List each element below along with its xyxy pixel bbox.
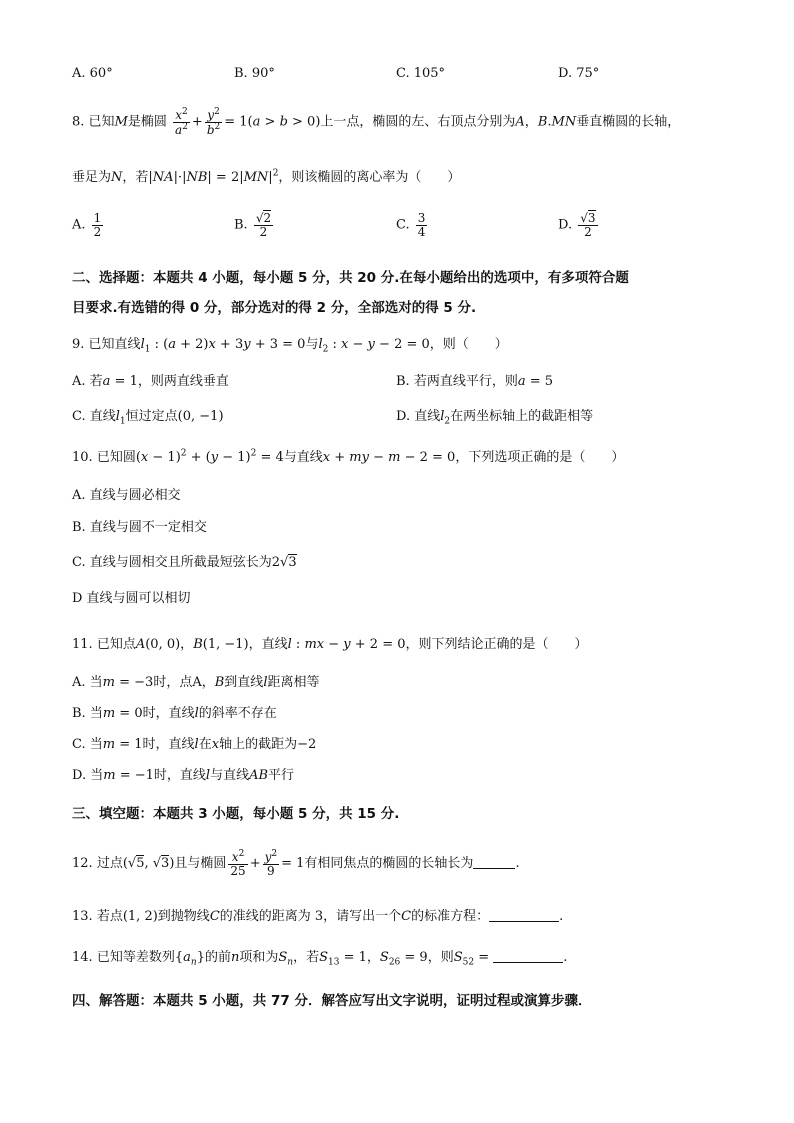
q13-text: 的标准方程： bbox=[411, 909, 490, 924]
q10-option-c: C. 直线与圆相交且所截最短弦长为2√3 bbox=[72, 555, 297, 570]
q9-option-b: B. 若两直线平行，则a = 5 bbox=[396, 374, 554, 389]
question-number: 11. bbox=[72, 637, 93, 652]
q11-option-c: C. 当m = 1时，直线l在x轴上的截距为−2 bbox=[72, 737, 317, 752]
section-2-heading-line-2: 目要求.有选错的得 0 分，部分选对的得 2 分，全部选对的得 5 分. bbox=[72, 300, 477, 316]
q13-stem: 13. 若点(1, 2)到抛物线C的准线的距离为 3，请写出一个C的标准方程： . bbox=[72, 909, 564, 924]
q10-option-b: B. 直线与圆不一定相交 bbox=[72, 520, 207, 535]
q8-text: 上一点，椭圆的左、右顶点分别为 bbox=[320, 114, 516, 130]
q9-text: 与 bbox=[305, 337, 319, 352]
q14-text: 已知等差数列 bbox=[96, 950, 175, 965]
q9-option-a: A. 若a = 1，则两直线垂直 bbox=[72, 374, 229, 389]
q9-stem: 9. 已知直线$l_1$ : (a + 2)x + 3y + 3 = 0与$l_2$ : x − y − 2 = 0，则（ ） bbox=[72, 337, 508, 355]
q11-text: 已知点 bbox=[96, 637, 136, 652]
q14-text: ， bbox=[366, 950, 380, 965]
q14-text: ，若 bbox=[293, 950, 320, 965]
q13-text: 若点 bbox=[96, 909, 123, 924]
q8-text: ，若 bbox=[122, 170, 149, 185]
q10-option-d: D 直线与圆可以相切 bbox=[72, 591, 191, 606]
q12-stem: 12. 过点(√5, √3)且与椭圆 $\frac{x^2}{25}$ + $\frac{y^2}{9}$ = 1有相同焦点的椭圆的长轴长为 . bbox=[72, 849, 520, 878]
q11-option-b: B. 当m = 0时，直线l的斜率不存在 bbox=[72, 706, 277, 721]
q14-text: 的前 bbox=[204, 950, 231, 965]
q13-text: 到抛物线 bbox=[157, 909, 210, 924]
q10-text: 已知圆 bbox=[96, 450, 136, 465]
q10-text: ，下列选项正确的是（ ） bbox=[455, 450, 625, 465]
q8-text: 垂足为 bbox=[72, 170, 112, 185]
q8-text: 已知 bbox=[88, 114, 115, 130]
q8-line-2: 垂足为N，若$|NA|\cdot|NB| = 2|MN|^2$，则该椭圆的离心率为（ ） bbox=[72, 168, 461, 185]
q8-text: ，则该椭圆的离心率为（ ） bbox=[278, 170, 461, 185]
answer-blank[interactable] bbox=[489, 921, 559, 922]
answer-blank[interactable] bbox=[473, 868, 515, 869]
q13-text: 的准线的距离为 3，请写出一个 bbox=[219, 909, 402, 924]
q11-option-a: A. 当m = −3时，点A，B到直线l距离相等 bbox=[72, 675, 320, 690]
question-number: 8. bbox=[72, 114, 85, 130]
q8-text: 是椭圆 bbox=[127, 114, 167, 130]
q9-text: ，则（ ） bbox=[429, 337, 508, 352]
q8-line-1: 8. 已知M是椭圆 $\frac{x^2}{a^2}$ + $\frac{y^2}{b^2}$ = 1(a > b > 0)上一点，椭圆的左、右顶点分别为A，B.MN垂直椭圆的长轴， bbox=[72, 107, 681, 137]
q12-text: 且与椭圆 bbox=[174, 856, 227, 872]
question-number: 13. bbox=[72, 909, 93, 924]
q7-options bbox=[72, 66, 732, 86]
q7-option-b: B. 90° bbox=[234, 66, 275, 81]
q14-text: 项和为 bbox=[239, 950, 279, 965]
q7-option-d: D. 75° bbox=[558, 66, 600, 81]
q8-options bbox=[72, 212, 732, 248]
question-number: 12. bbox=[72, 856, 93, 872]
q9-option-c: C. 直线$l_1$恒过定点(0, −1) bbox=[72, 409, 224, 427]
q11-option-d: D. 当m = −1时，直线l与直线AB平行 bbox=[72, 768, 295, 783]
q9-text: 已知直线 bbox=[88, 337, 141, 352]
ellipse-y-fraction: $\frac{y^2}{b^2}$ bbox=[206, 107, 221, 137]
q8-option-a: A. $\frac{1}{2}$ bbox=[72, 211, 102, 239]
q10-stem: 10. 已知圆$(x - 1)^2 + (y - 1)^2 = 4$与直线x + my − m − 2 = 0，下列选项正确的是（ ） bbox=[72, 448, 625, 465]
q8-option-b: B. $\frac{√2}{2}$ bbox=[234, 211, 272, 239]
q14-text: ，则 bbox=[427, 950, 454, 965]
q7-option-a: A. 60° bbox=[72, 66, 113, 81]
q8-text: 垂直椭圆的长轴， bbox=[576, 114, 681, 130]
q11-stem: 11. 已知点A(0, 0)，B(1, −1)，直线l : mx − y + 2 = 0，则下列结论正确的是（ ） bbox=[72, 637, 588, 652]
q9-options-row-1 bbox=[72, 370, 732, 390]
q14-stem: 14. 已知等差数列$\{a_n\}$的前n项和为$S_n$，若$S_{13} = 1$，$S_{26} = 9$，则$S_{52}$ = . bbox=[72, 950, 568, 968]
q11-text: ，则下列结论正确的是（ ） bbox=[405, 637, 588, 652]
question-number: 9. bbox=[72, 337, 85, 352]
q11-text: ，直线 bbox=[248, 637, 288, 652]
q8-option-d: D. $\frac{√3}{2}$ bbox=[558, 211, 596, 239]
answer-blank[interactable] bbox=[493, 962, 563, 963]
section-2-heading-line-1: 二、选择题：本题共 4 小题，每小题 5 分，共 20 分.在每小题给出的选项中，有多项符合题 bbox=[72, 270, 629, 286]
ellipse-x-fraction: $\frac{x^2}{a^2}$ bbox=[175, 107, 188, 137]
q9-option-d: D. 直线$l_2$在两坐标轴上的截距相等 bbox=[396, 409, 594, 427]
q12-text: 有相同焦点的椭圆的长轴长为 bbox=[304, 856, 474, 872]
q7-option-c: C. 105° bbox=[396, 66, 446, 81]
q10-option-a: A. 直线与圆必相交 bbox=[72, 488, 181, 503]
q8-option-c: C. $\frac{3}{4}$ bbox=[396, 211, 426, 239]
section-3-heading: 三、填空题：本题共 3 小题，每小题 5 分，共 15 分. bbox=[72, 806, 400, 822]
q12-text: 过点 bbox=[96, 856, 123, 872]
question-number: 14. bbox=[72, 950, 93, 965]
question-number: 10. bbox=[72, 450, 93, 465]
section-4-heading: 四、解答题：本题共 5 小题，共 77 分．解答应写出文字说明，证明过程或演算步骤． bbox=[72, 993, 592, 1009]
q8-text: . bbox=[547, 114, 552, 130]
q10-text: 与直线 bbox=[283, 450, 323, 465]
q9-options-row-2 bbox=[72, 405, 732, 425]
